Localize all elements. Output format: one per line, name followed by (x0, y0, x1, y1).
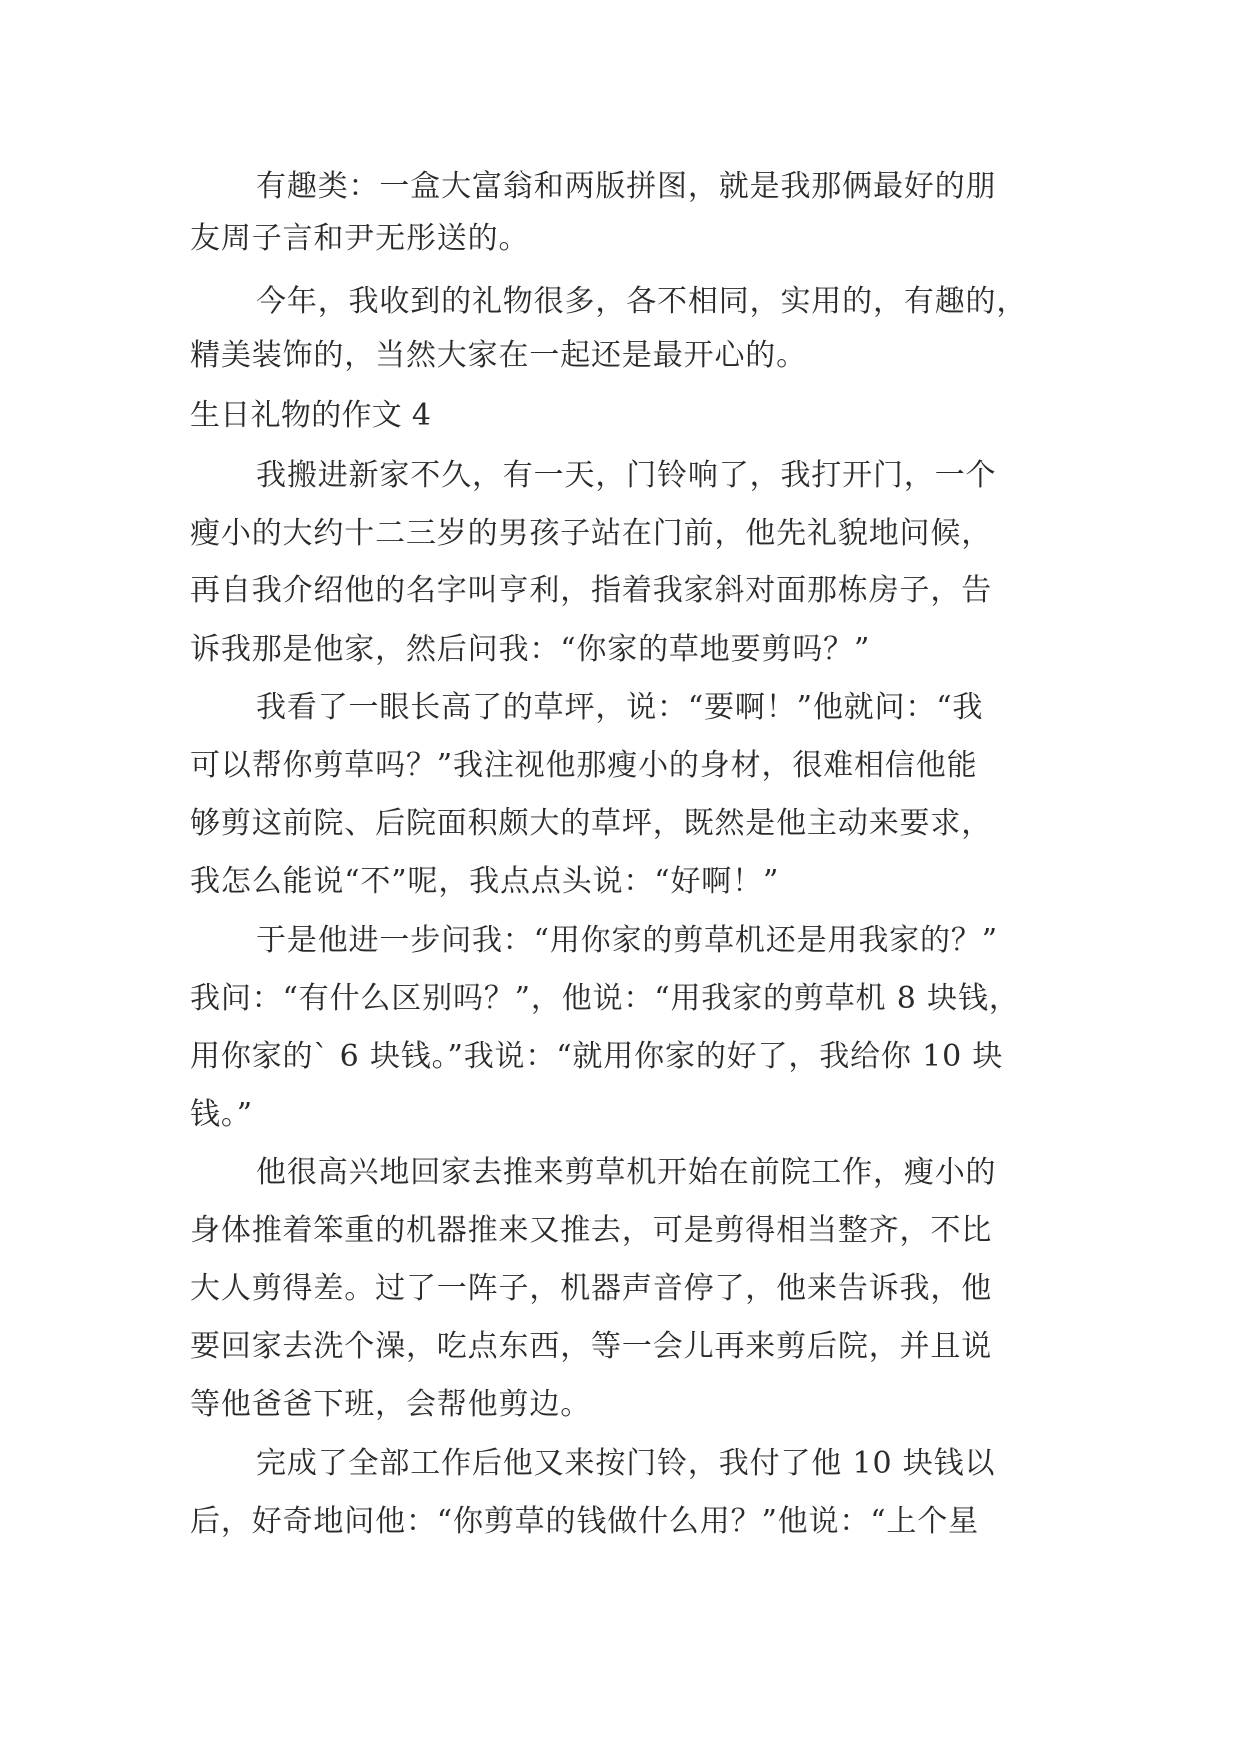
paragraph-line: 瘦小的大约十二三岁的男孩子站在门前，他先礼貌地问候， (190, 516, 993, 551)
paragraph-line: 身体推着笨重的机器推来又推去，可是剪得相当整齐，不比 (190, 1213, 993, 1248)
paragraph-line: 我问：“有什么区别吗？”，他说：“用我家的剪草机 8 块钱， (190, 981, 1020, 1016)
paragraph-line: 要回家去洗个澡，吃点东西，等一会儿再来剪后院，并且说 (190, 1329, 993, 1364)
paragraph-line: 精美装饰的，当然大家在一起还是最开心的。 (190, 338, 807, 373)
paragraph-line: 今年，我收到的礼物很多，各不相同，实用的，有趣的， (256, 284, 1028, 319)
section-heading: 生日礼物的作文 4 (190, 398, 432, 433)
paragraph-line: 他很高兴地回家去推来剪草机开始在前院工作，瘦小的 (256, 1155, 997, 1190)
paragraph-line: 后，好奇地问他：“你剪草的钱做什么用？”他说：“上个星 (190, 1504, 979, 1539)
paragraph-line: 完成了全部工作后他又来按门铃，我付了他 10 块钱以 (256, 1446, 996, 1481)
paragraph-line: 用你家的` 6 块钱。”我说：“就用你家的好了，我给你 10 块 (190, 1039, 1004, 1074)
paragraph-line: 钱。” (190, 1097, 253, 1132)
paragraph-line: 我看了一眼长高了的草坪，说：“要啊！”他就问：“我 (256, 690, 984, 725)
paragraph-line: 再自我介绍他的名字叫亨利，指着我家斜对面那栋房子，告 (190, 573, 993, 608)
paragraph-line: 友周子言和尹无彤送的。 (190, 221, 530, 256)
paragraph-line: 等他爸爸下班，会帮他剪边。 (190, 1387, 592, 1422)
paragraph-line: 我搬进新家不久，有一天，门铃响了，我打开门，一个 (256, 458, 997, 493)
paragraph-line: 于是他进一步问我：“用你家的剪草机还是用我家的？” (256, 923, 998, 958)
paragraph-line: 大人剪得差。过了一阵子，机器声音停了，他来告诉我，他 (190, 1271, 993, 1306)
paragraph-line: 有趣类：一盒大富翁和两版拼图，就是我那俩最好的朋 (256, 169, 997, 204)
paragraph-line: 我怎么能说“不”呢，我点点头说：“好啊！” (190, 864, 780, 899)
paragraph-line: 够剪这前院、后院面积颇大的草坪，既然是他主动来要求， (190, 806, 993, 841)
paragraph-line: 可以帮你剪草吗？”我注视他那瘦小的身材，很难相信他能 (190, 748, 978, 783)
paragraph-line: 诉我那是他家，然后问我：“你家的草地要剪吗？” (190, 632, 871, 667)
